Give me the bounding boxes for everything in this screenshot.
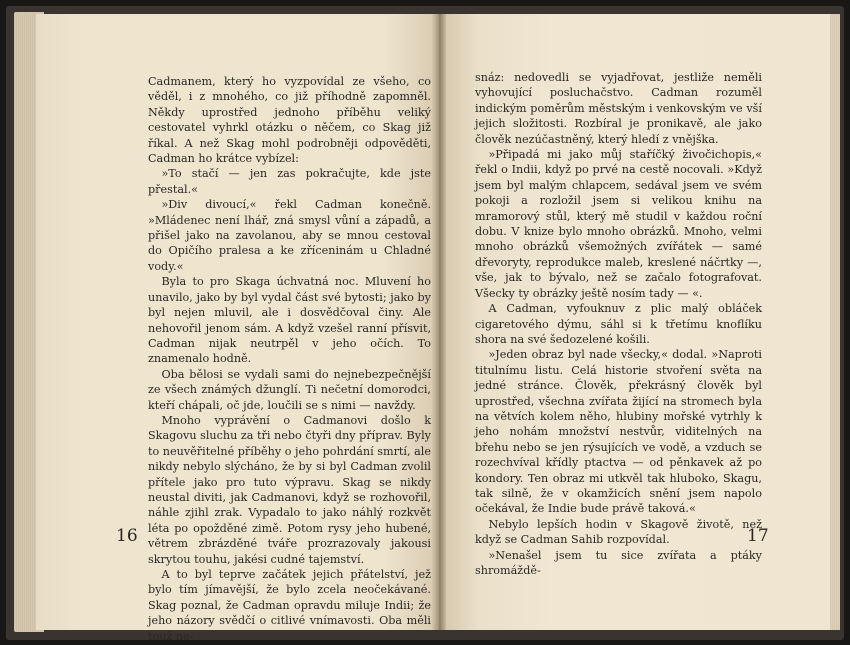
paragraph: »Připadá mi jako můj staříčký živočichopis,« řekl o Indii, když po prvé na cestě nocovali. »Když jsem byl malým chlapcem, sedával jsem ve svém pokoji a rozložil jsem si velikou knihu na mramorový stůl, který mě studil v každou roční dobu. V knize bylo mnoho obrázků. Mnoho, velmi mnoho obrázků všemožných zvířátek — samé dřevoryty, reprodukce maleb, kreslené náčrtky —, vše, jak to bývalo, než se začalo fotografovat. Všecky ty obrázky ještě nosím tady — «. (475, 148, 762, 300)
paragraph: »To stačí — jen zas pokračujte, kde jste přestal.« (148, 167, 431, 196)
left-page-text (148, 74, 431, 644)
paragraph: »Div divoucí,« řekl Cadman konečně. »Mládenec není lhář, zná smysl vůní a západů, a přišel jako na zavolanou, aby se mnou cestoval do Opičího pralesa a ke zříceninám u Chladné vody.« (148, 198, 431, 273)
page-number-right: 17 (747, 526, 769, 546)
left-page (36, 14, 438, 643)
paragraph: Mnoho vyprávění o Cadmanovi došlo k Skagovu sluchu za tři nebo čtyři dny příprav. Byly to neuvěřitelné příběhy o jeho pohrdání smrtí, ale nikdy nebylo slýcháno, že by si byl Cadman zvolil přítele jako pro tuto výpravu. Skag se nikdy neustal diviti, jak Cadmanovi, když se rozhovořil, náhle zjihl zrak. Vypadalo to jako náhlý rozkvět léta po opožděné zimě. Potom rysy jeho hubené, větrem zbrázděné tváře prozrazovaly jakousi skrytou touhu, jakési cudné tajemství. (148, 413, 431, 566)
paragraph: Cadmanem, který ho vyzpovídal ze všeho, co věděl, i z mnohého, co již příhodně zapomněl. Někdy uprostřed jednoho příběhu veliký cestovatel vyhrkl otázku o něčem, co Skag již říkal. A než Skag mohl podrobněji odpověděti, Cadman ho krátce vybízel: (148, 75, 431, 166)
book-gutter (432, 14, 446, 630)
paragraph: »Nenašel jsem tu sice zvířata a ptáky shromáždě- (475, 548, 762, 577)
paragraph: A Cadman, vyfouknuv z plic malý obláček cigaretového dýmu, sáhl si k třetímu knoflíku shora na své šedozelené košili. (475, 302, 762, 346)
page-number-left: 16 (116, 526, 138, 546)
paragraph: Oba bělosi se vydali sami do nejnebezpečnější ze všech známých džunglí. Ti nečetní domorodci, kteří chápali, oč jde, loučili se s nimi — navždy. (148, 367, 431, 412)
paragraph: A to byl teprve začátek jejich přátelství, jež bylo tím jímavější, že bylo zcela neočekávané. Skag poznal, že Cadman opravdu miluje Indii; že jeho názory svědčí o citlivé vnímavosti. Oba měli touž ne- (148, 568, 431, 643)
right-page-text (475, 70, 762, 578)
paragraph: Nebylo lepších hodin v Skagově životě, než když se Cadman Sahib rozpovídal. (475, 517, 762, 547)
paragraph: snáz: nedovedli se vyjadřovat, jestliže neměli vyhovující posluchačstvo. Cadman rozuměl indickým poměrům městským i venkovským ve vší jejich složitosti. Rozbíral je pronikavě, ale jako člověk nezúčastněný, který hledí z vnějška. (475, 71, 762, 146)
paragraph: »Jeden obraz byl nade všecky,« dodal. »Naproti titulnímu listu. Celá historie stvoření světa na jedné stránce. Člověk, překrásný člověk byl uprostřed, všechna zvířata žijící na stromech byla na větvích kolem něho, hlubiny mořské vytrhly k jeho nohám množství nestvůr, viditelných na břehu nebo se jen rýsujících ve vodě, a vzduch se rozechvíval křídly ptactva — od pěnkavek až po kondory. Ten obraz mi utkvěl tak hluboko, Skagu, tak silně, že v okamžicích snění jsem napolo očekával, že Indie bude právě taková.« (475, 348, 762, 516)
paragraph: Byla to pro Skaga úchvatná noc. Mluvení ho unavilo, jako by byl vydal část své bytosti; jako by byl nejen mluvil, ale i dosvědčoval činy. Ale nehovořil jenom sám. A když vzešel ranní přísvit, Cadman nijak neutrpěl v jeho očích. To znamenalo hodně. (148, 275, 431, 366)
right-page (440, 14, 830, 630)
